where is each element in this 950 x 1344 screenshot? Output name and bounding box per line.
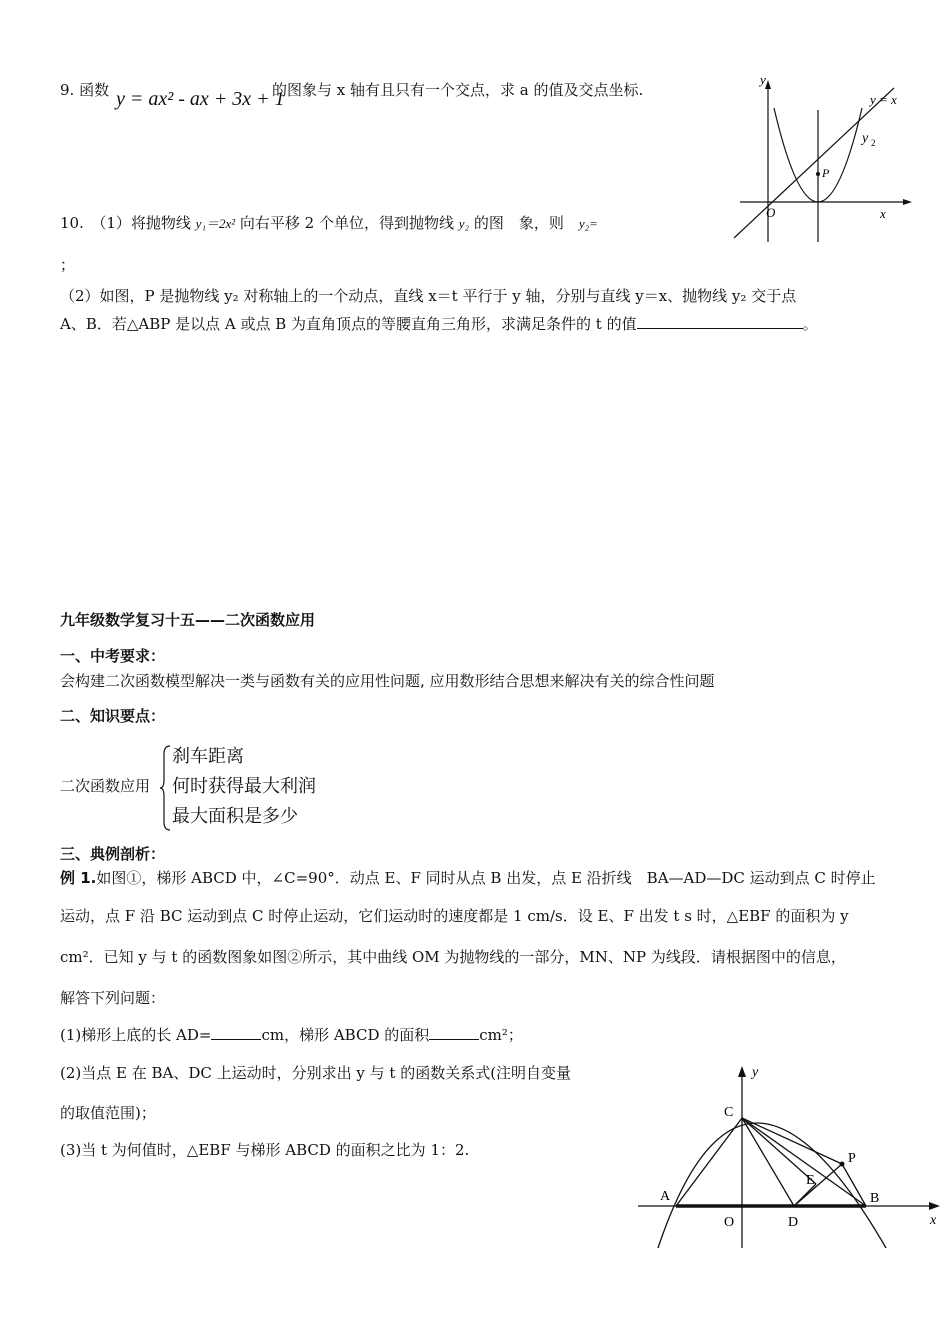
area-blank xyxy=(429,1025,479,1040)
example1-q1-b: cm，梯形 ABCD 的面积 xyxy=(261,1026,430,1044)
graph2-figure xyxy=(630,1058,946,1254)
q10-answer-blank xyxy=(637,314,803,329)
graph1-x-label: x xyxy=(880,206,886,221)
example1-line2: 运动，点 F 沿 BC 运动到点 C 时停止运动，它们运动时的速度都是 1 cm/s．设 E、F 出发 t s 时，△EBF 的面积为 y xyxy=(60,907,849,925)
example1-line1-wrap xyxy=(60,868,876,888)
graph1-line-label: y = x xyxy=(870,92,897,107)
graph1-y-arrow xyxy=(765,80,771,89)
q9-formula: y = ax² - ax + 3x + 1 xyxy=(116,88,285,110)
segment-pb xyxy=(842,1164,866,1206)
q10-part2-line1: （2）如图，P 是抛物线 y₂ 对称轴上的一个动点，直线 x＝t 平行于 y 轴，分别与直线 y＝x、抛物线 y₂ 交于点 xyxy=(60,287,797,305)
q10-y2-equals: y₂= xyxy=(578,216,598,231)
brace-item: 最大面积是多少 xyxy=(172,806,298,827)
q10-part1-c: 的图 象，则 xyxy=(469,214,579,232)
brace-item: 刹车距离 xyxy=(172,746,244,767)
ad-length-blank xyxy=(211,1025,261,1040)
example1-q2-line1: (2)当点 E 在 BA、DC 上运动时，分别求出 y 与 t 的函数关系式(注明自变量 xyxy=(60,1064,572,1082)
example1-q2-line2: 的取值范围)； xyxy=(60,1104,156,1122)
section-title: 九年级数学复习十五——二次函数应用 xyxy=(60,611,316,629)
graph2-x-arrow xyxy=(929,1202,940,1210)
q10-part2-end: 。 xyxy=(802,315,818,333)
q10-part1-a: 10. （1）将抛物线 xyxy=(60,214,196,232)
graph2-y-arrow xyxy=(738,1066,746,1077)
graph2-label-c: C xyxy=(724,1105,734,1120)
segment-ac xyxy=(676,1118,742,1206)
q10-part1-b: 向右平移 2 个单位，得到抛物线 xyxy=(235,214,459,232)
graph2-label-p: P xyxy=(848,1151,856,1166)
graph1-origin-label: O xyxy=(766,205,776,220)
q10-part1-end: ； xyxy=(60,256,76,274)
example1-label: 例 1. xyxy=(60,869,97,887)
graph2-y-label: y xyxy=(752,1065,759,1080)
q10-part2-line2-wrap xyxy=(60,314,818,334)
graph2-label-d: D xyxy=(788,1215,799,1230)
section-heading-examples: 三、典例剖析： xyxy=(60,845,166,863)
section-heading-requirements: 一、中考要求： xyxy=(60,647,166,665)
graph1-y-label: y xyxy=(760,72,766,87)
graph2-x-label: x xyxy=(930,1213,937,1228)
q9-suffix: 的图象与 x 轴有且只有一个交点，求 a 的值及交点坐标. xyxy=(272,81,644,99)
q10-part1 xyxy=(60,213,598,234)
graph1-point-p-label: P xyxy=(822,166,830,180)
segment-cp xyxy=(742,1118,842,1164)
graph2-label-b: B xyxy=(870,1191,880,1206)
brace-label: 二次函数应用 xyxy=(60,777,151,795)
graph2-point-p xyxy=(840,1162,845,1167)
section-heading-knowledge: 二、知识要点： xyxy=(60,707,166,725)
q10-part2-line2: A、B．若△ABP 是以点 A 或点 B 为直角顶点的等腰直角三角形，求满足条件的 t 的值 xyxy=(60,315,637,333)
example1-line4: 解答下列问题： xyxy=(60,989,166,1007)
graph2-label-o: O xyxy=(724,1215,735,1230)
example1-q1 xyxy=(60,1025,523,1045)
graph1-x-arrow xyxy=(903,199,912,205)
graph1-curve-subscript: 2 xyxy=(871,138,876,148)
graph2-label-e: E xyxy=(806,1173,815,1188)
brace-symbol xyxy=(158,744,172,832)
graph1-line-y-eq-x xyxy=(734,88,894,238)
example1-line1: 如图①，梯形 ABCD 中，∠C=90°．动点 E、F 同时从点 B 出发，点 E 沿折线 BA—AD—DC 运动到点 C 时停止 xyxy=(96,869,876,887)
brace-items xyxy=(172,742,316,832)
q9-prefix: 9. 函数 xyxy=(60,81,110,99)
brace-item: 何时获得最大利润 xyxy=(172,776,316,797)
example1-q1-c: cm²； xyxy=(479,1026,523,1044)
q10-y2-name: y₂ xyxy=(458,216,470,231)
graph1-curve-label: y xyxy=(862,131,869,146)
example1-q3: (3)当 t 为何值时，△EBF 与梯形 ABCD 的面积之比为 1：2. xyxy=(60,1141,470,1159)
section-requirements-text: 会构建二次函数模型解决一类与函数有关的应用性问题, 应用数形结合思想来解决有关的综合性问题 xyxy=(60,672,715,690)
graph1-figure xyxy=(730,70,920,248)
graph2-parabola xyxy=(658,1123,886,1248)
q10-y1-expression: y₁＝2x² xyxy=(195,216,236,231)
graph2-label-a: A xyxy=(660,1189,671,1204)
example1-line3: cm²．已知 y 与 t 的函数图象如图②所示，其中曲线 OM 为抛物线的一部分，MN、NP 为线段．请根据图中的信息， xyxy=(60,948,846,966)
graph1-point-p xyxy=(816,172,820,176)
example1-q1-a: (1)梯形上底的长 AD= xyxy=(60,1026,212,1044)
